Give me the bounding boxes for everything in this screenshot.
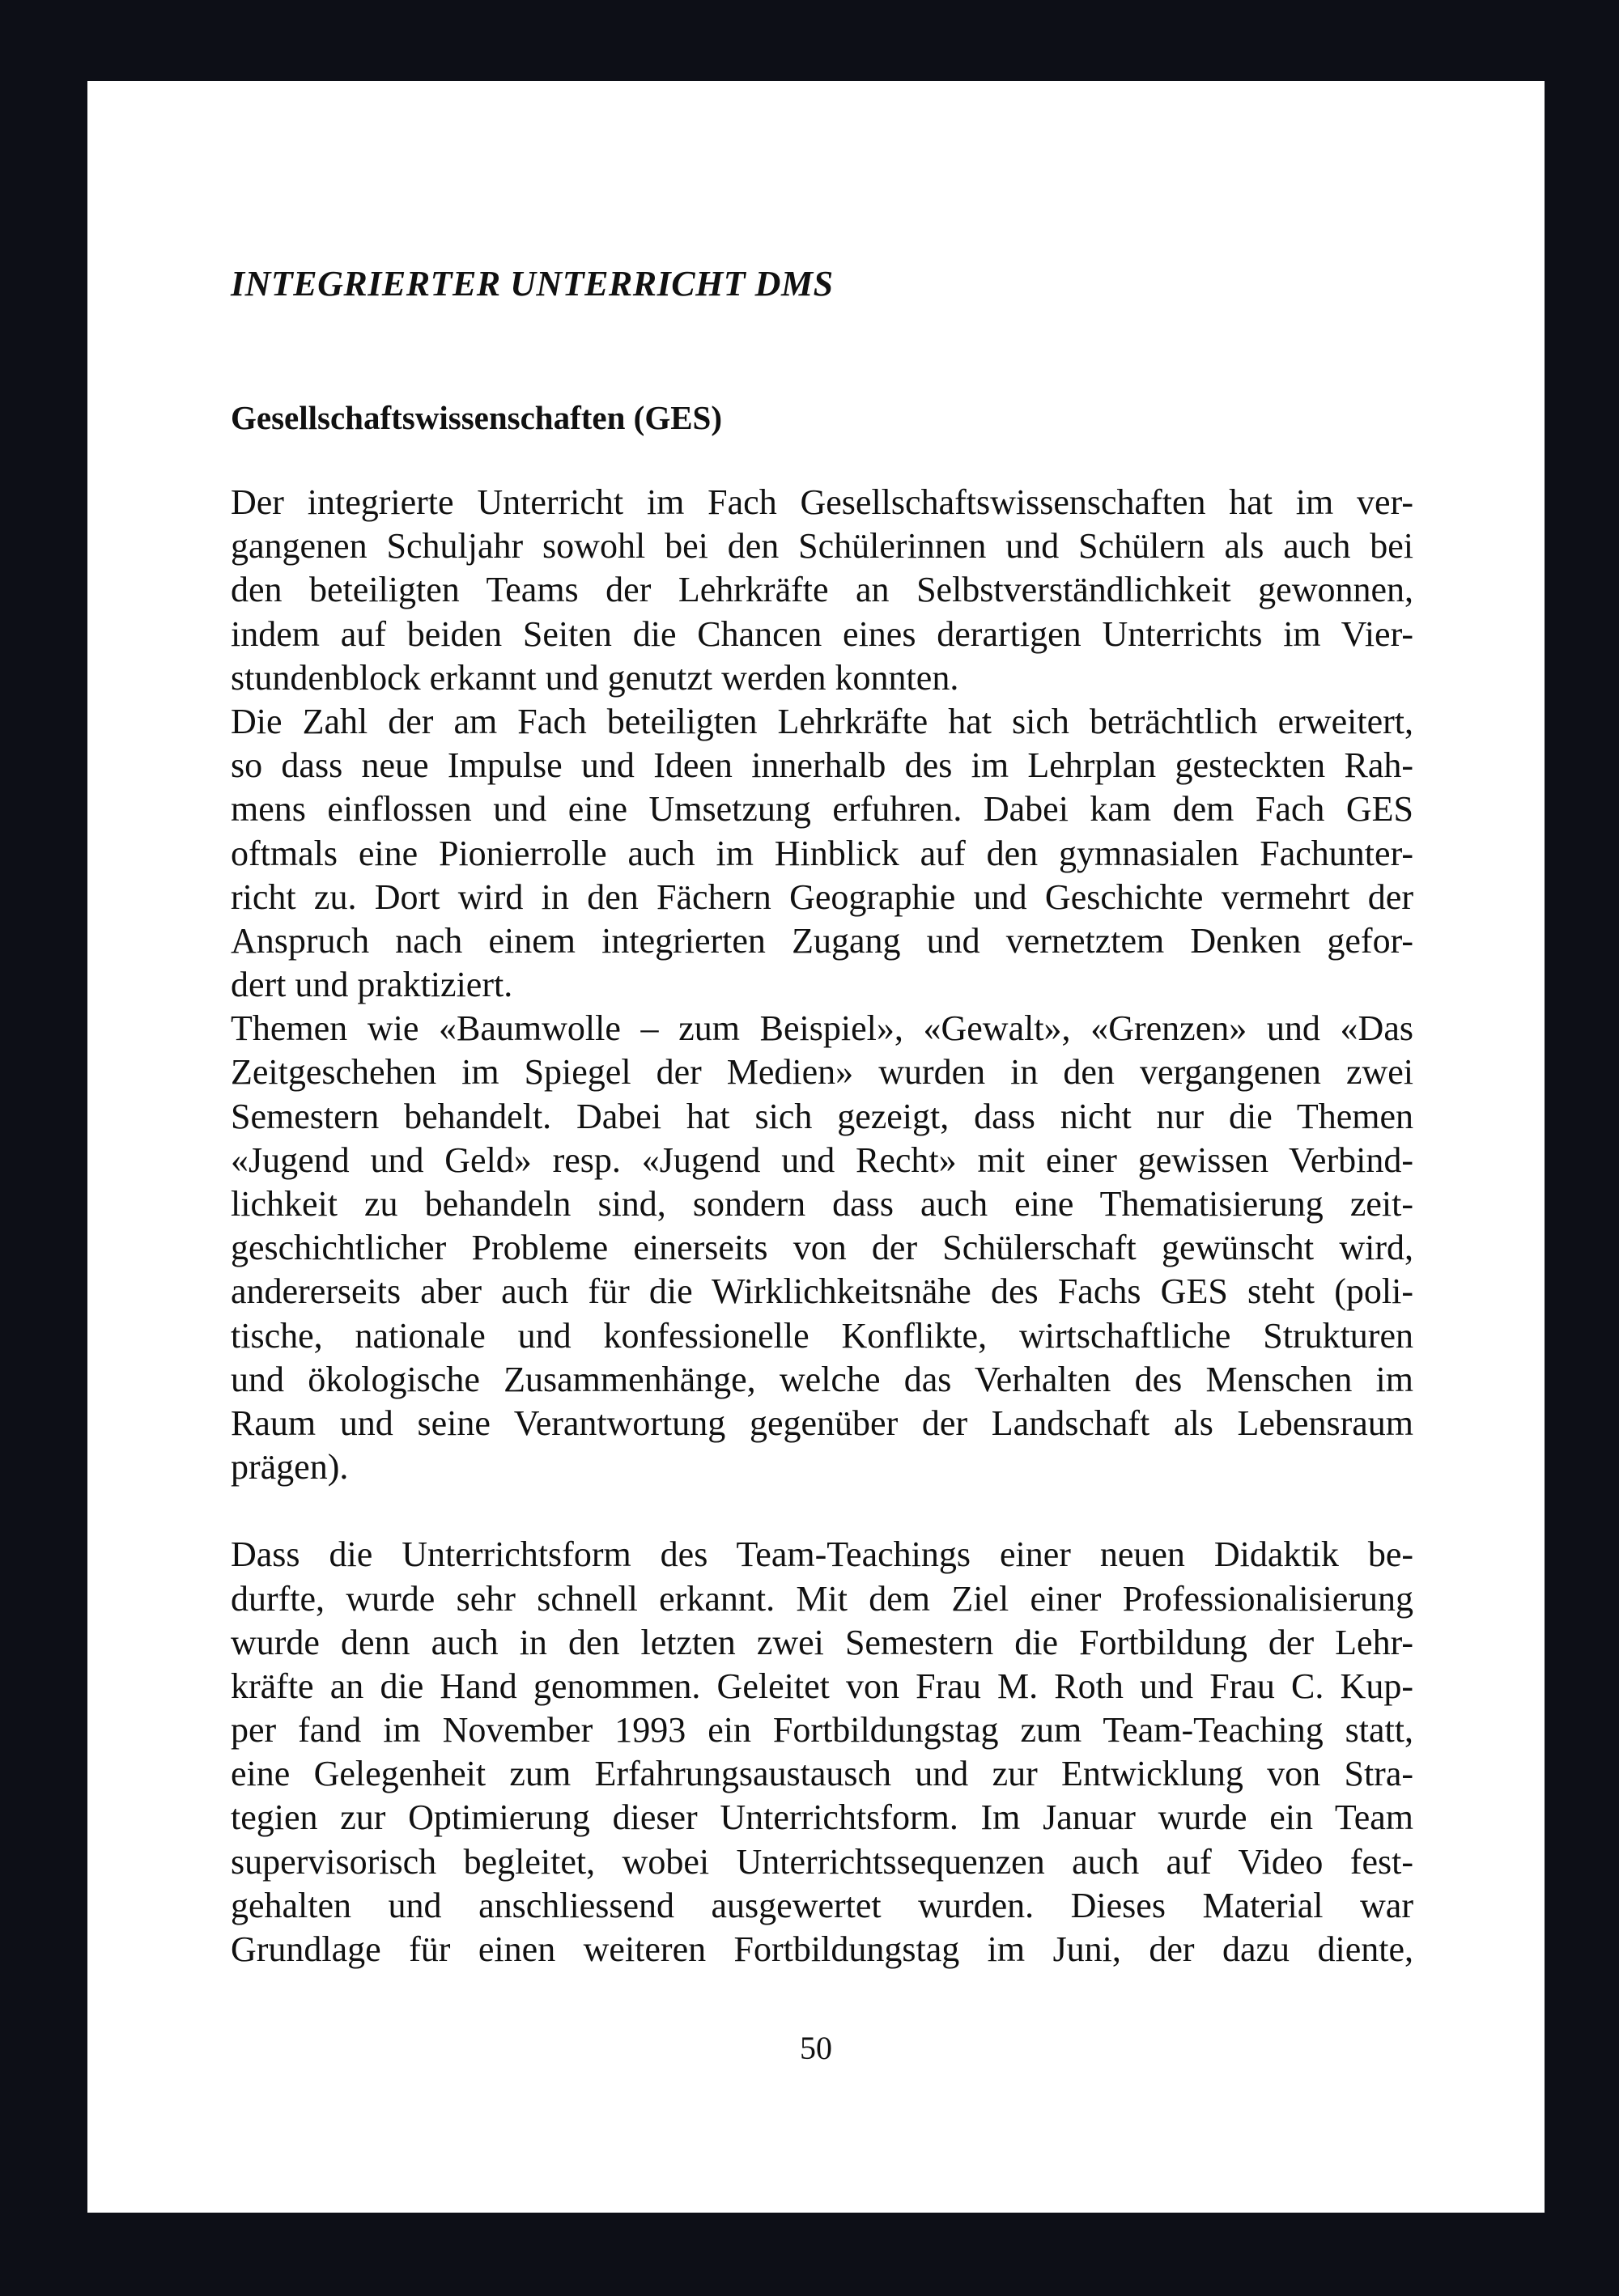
text-line: gangenen Schuljahr sowohl bei den Schülerinnen und Schülern als auch bei (231, 526, 1413, 567)
text-line: so dass neue Impulse und Ideen innerhalb des im Lehrplan gesteckten Rah- (231, 745, 1413, 786)
document-page (87, 81, 1545, 2213)
paragraph-spacer (231, 1489, 1413, 1533)
text-line: Themen wie «Baumwolle – zum Beispiel», «Gewalt», «Grenzen» und «Das (231, 1008, 1413, 1049)
text-line: lichkeit zu behandeln sind, sondern dass auch eine Thematisierung zeit- (231, 1184, 1413, 1224)
text-line: Der integrierte Unterricht im Fach Gesellschaftswissenschaften hat im ver- (231, 482, 1413, 522)
text-line: dert und praktiziert. (231, 965, 513, 1005)
text-line: stundenblock erkannt und genutzt werden konnten. (231, 657, 959, 698)
text-line: richt zu. Dort wird in den Fächern Geographie und Geschichte vermehrt der (231, 876, 1413, 917)
text-line: Grundlage für einen weiteren Fortbildungstag im Juni, der dazu diente, (231, 1929, 1413, 1969)
text-line: Raum und seine Verantwortung gegenüber der Landschaft als Lebensraum (231, 1403, 1413, 1443)
text-line: mens einflossen und eine Umsetzung erfuhren. Dabei kam dem Fach GES (231, 789, 1413, 830)
text-line: tegien zur Optimierung dieser Unterrichtsform. Im Januar wurde ein Team (231, 1797, 1413, 1838)
text-line: Dass die Unterrichtsform des Team-Teachings einer neuen Didaktik be- (231, 1534, 1413, 1575)
text-line: oftmals eine Pionierrolle auch im Hinblick auf den gymnasialen Fachunter- (231, 833, 1413, 873)
text-line: den beteiligten Teams der Lehrkräfte an Selbstverständlichkeit gewonnen, (231, 570, 1413, 610)
document-title: INTEGRIERTER UNTERRICHT DMS (231, 264, 834, 303)
text-line: durfte, wurde sehr schnell erkannt. Mit dem Ziel einer Professionalisierung (231, 1578, 1413, 1619)
body-text (231, 481, 1413, 1971)
page-number: 50 (800, 2030, 832, 2066)
text-line: Anspruch nach einem integrierten Zugang und vernetztem Denken gefor- (231, 920, 1413, 961)
text-line: tische, nationale und konfessionelle Konflikte, wirtschaftliche Strukturen (231, 1315, 1413, 1356)
text-line: prägen). (231, 1447, 349, 1488)
text-line: andererseits aber auch für die Wirklichkeitsnähe des Fachs GES steht (poli- (231, 1271, 1413, 1312)
text-line: kräfte an die Hand genommen. Geleitet von Frau M. Roth und Frau C. Kup- (231, 1666, 1413, 1706)
text-line: und ökologische Zusammenhänge, welche das Verhalten des Menschen im (231, 1359, 1413, 1399)
text-line: supervisorisch begleitet, wobei Unterrichtssequenzen auch auf Video fest- (231, 1841, 1413, 1882)
section-heading: Gesellschaftswissenschaften (GES) (231, 399, 723, 436)
text-line: per fand im November 1993 ein Fortbildungstag zum Team-Teaching statt, (231, 1710, 1413, 1751)
text-line: geschichtlicher Probleme einerseits von der Schülerschaft gewünscht wird, (231, 1228, 1413, 1268)
text-line: indem auf beiden Seiten die Chancen eines derartigen Unterrichts im Vier- (231, 613, 1413, 654)
text-line: gehalten und anschliessend ausgewertet wurden. Dieses Material war (231, 1885, 1413, 1925)
text-line: eine Gelegenheit zum Erfahrungsaustausch und zur Entwicklung von Stra- (231, 1754, 1413, 1794)
text-line: Zeitgeschehen im Spiegel der Medien» wurden in den vergangenen zwei (231, 1052, 1413, 1093)
text-line: Die Zahl der am Fach beteiligten Lehrkräfte hat sich beträchtlich erweitert, (231, 701, 1413, 741)
text-line: wurde denn auch in den letzten zwei Semestern die Fortbildung der Lehr- (231, 1622, 1413, 1662)
text-line: «Jugend und Geld» resp. «Jugend und Recht» mit einer gewissen Verbind- (231, 1140, 1413, 1180)
text-line: Semestern behandelt. Dabei hat sich gezeigt, dass nicht nur die Themen (231, 1096, 1413, 1136)
